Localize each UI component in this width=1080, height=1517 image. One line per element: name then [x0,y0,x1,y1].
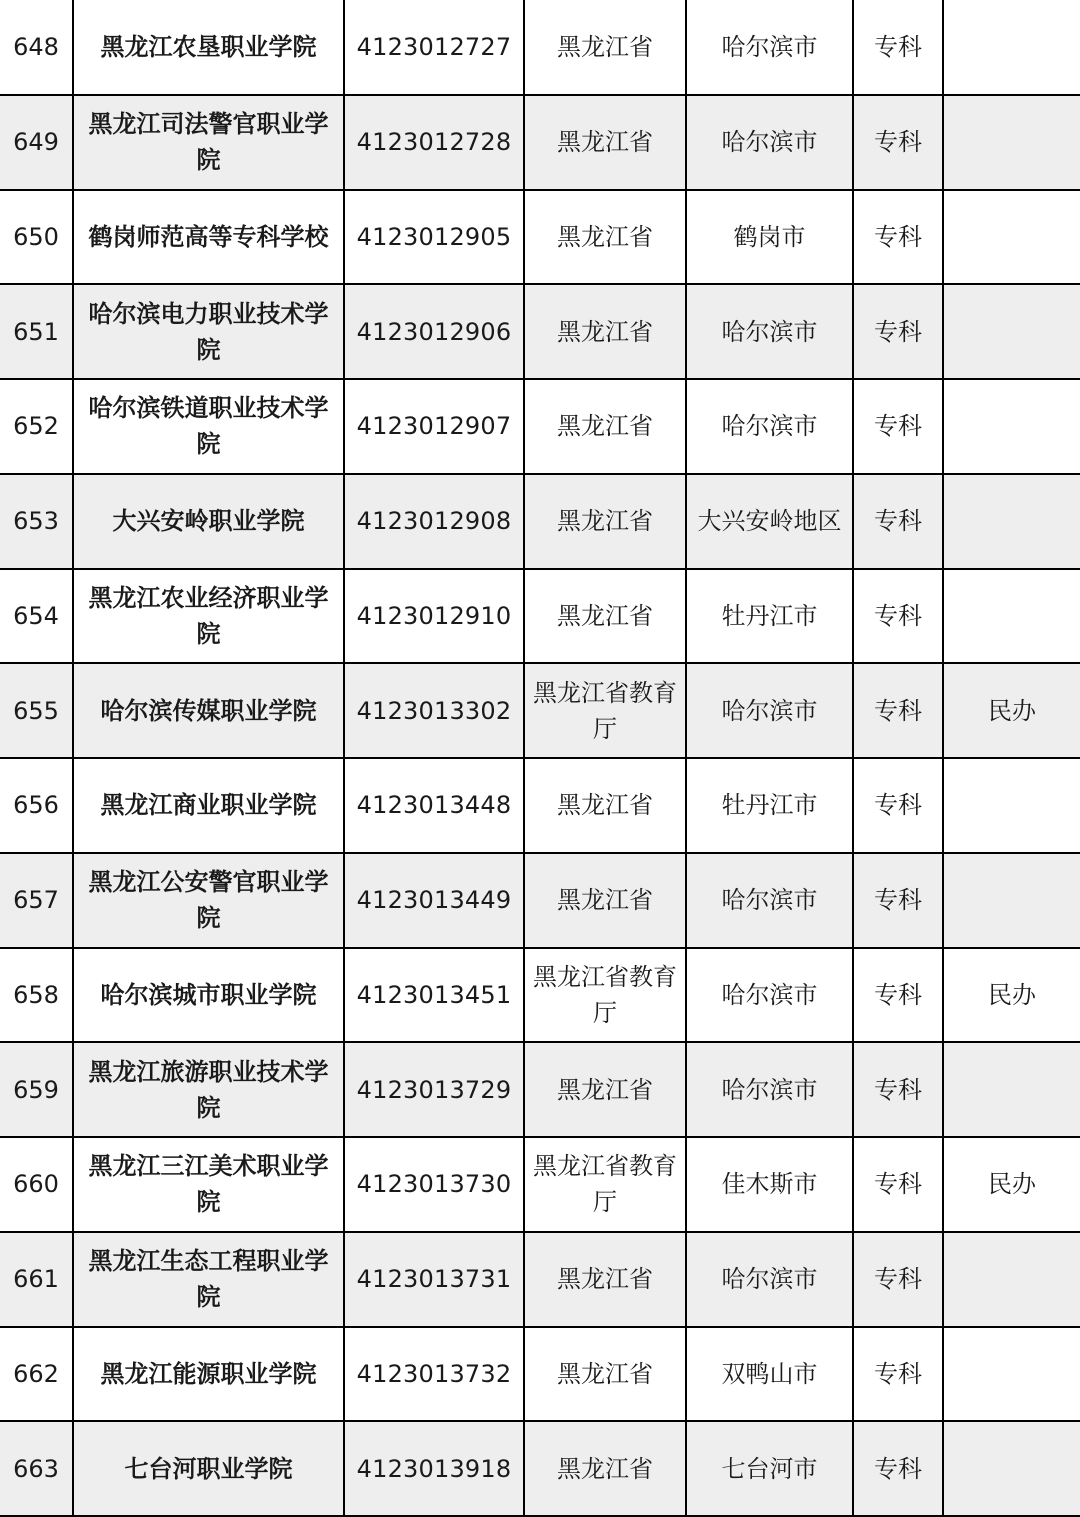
table-row [0,95,1080,190]
note-cell [943,190,1080,285]
city-cell: 哈尔滨市 [686,379,853,474]
serial-number-cell: 663 [0,1421,73,1516]
authority-cell: 黑龙江省 [524,474,686,569]
serial-number-cell: 659 [0,1042,73,1137]
table-row [0,1137,1080,1232]
city-cell: 哈尔滨市 [686,0,853,95]
institution-name-cell: 哈尔滨铁道职业技术学院 [73,379,344,474]
level-cell: 专科 [853,0,943,95]
serial-number-cell: 651 [0,284,73,379]
authority-cell: 黑龙江省 [524,379,686,474]
level-cell: 专科 [853,284,943,379]
institution-code-cell: 4123013449 [344,853,524,948]
city-cell: 哈尔滨市 [686,948,853,1043]
institution-code-cell: 4123012727 [344,0,524,95]
institution-name-cell: 黑龙江司法警官职业学院 [73,95,344,190]
level-cell: 专科 [853,1232,943,1327]
note-cell [943,569,1080,664]
serial-number-cell: 660 [0,1137,73,1232]
serial-number-cell: 657 [0,853,73,948]
city-cell: 哈尔滨市 [686,853,853,948]
serial-number-cell: 648 [0,0,73,95]
authority-cell: 黑龙江省 [524,284,686,379]
level-cell: 专科 [853,948,943,1043]
level-cell: 专科 [853,663,943,758]
city-cell: 鹤岗市 [686,190,853,285]
institution-code-cell: 4123013302 [344,663,524,758]
authority-cell: 黑龙江省教育厅 [524,1137,686,1232]
serial-number-cell: 655 [0,663,73,758]
serial-number-cell: 661 [0,1232,73,1327]
institution-name-cell: 黑龙江旅游职业技术学院 [73,1042,344,1137]
institution-code-cell: 4123013730 [344,1137,524,1232]
institution-code-cell: 4123012905 [344,190,524,285]
institution-name-cell: 黑龙江商业职业学院 [73,758,344,853]
institution-code-cell: 4123012910 [344,569,524,664]
note-cell: 民办 [943,1137,1080,1232]
serial-number-cell: 653 [0,474,73,569]
authority-cell: 黑龙江省 [524,853,686,948]
institution-name-cell: 黑龙江生态工程职业学院 [73,1232,344,1327]
city-cell: 哈尔滨市 [686,1232,853,1327]
serial-number-cell: 656 [0,758,73,853]
serial-number-cell: 662 [0,1327,73,1422]
authority-cell: 黑龙江省 [524,1042,686,1137]
city-cell: 哈尔滨市 [686,284,853,379]
institution-name-cell: 哈尔滨电力职业技术学院 [73,284,344,379]
city-cell: 双鸭山市 [686,1327,853,1422]
city-cell: 大兴安岭地区 [686,474,853,569]
institution-name-cell: 鹤岗师范高等专科学校 [73,190,344,285]
level-cell: 专科 [853,190,943,285]
institution-code-cell: 4123013918 [344,1421,524,1516]
city-cell: 哈尔滨市 [686,663,853,758]
table-row [0,758,1080,853]
authority-cell: 黑龙江省 [524,758,686,853]
note-cell: 民办 [943,948,1080,1043]
institution-name-cell: 七台河职业学院 [73,1421,344,1516]
authority-cell: 黑龙江省 [524,569,686,664]
institution-name-cell: 黑龙江能源职业学院 [73,1327,344,1422]
level-cell: 专科 [853,379,943,474]
city-cell: 佳木斯市 [686,1137,853,1232]
authority-cell: 黑龙江省 [524,0,686,95]
table-row [0,1327,1080,1422]
institution-code-cell: 4123013451 [344,948,524,1043]
serial-number-cell: 654 [0,569,73,664]
table-row [0,1042,1080,1137]
level-cell: 专科 [853,1042,943,1137]
institution-name-cell: 哈尔滨传媒职业学院 [73,663,344,758]
institution-code-cell: 4123012728 [344,95,524,190]
authority-cell: 黑龙江省教育厅 [524,948,686,1043]
authority-cell: 黑龙江省 [524,95,686,190]
institution-name-cell: 大兴安岭职业学院 [73,474,344,569]
table-row [0,853,1080,948]
table-row [0,0,1080,95]
table-row [0,569,1080,664]
authority-cell: 黑龙江省教育厅 [524,663,686,758]
serial-number-cell: 652 [0,379,73,474]
note-cell [943,1042,1080,1137]
institution-code-cell: 4123013731 [344,1232,524,1327]
institution-name-cell: 黑龙江农业经济职业学院 [73,569,344,664]
table-row [0,663,1080,758]
note-cell [943,95,1080,190]
table-row [0,1232,1080,1327]
authority-cell: 黑龙江省 [524,190,686,285]
institution-code-cell: 4123012907 [344,379,524,474]
institution-name-cell: 哈尔滨城市职业学院 [73,948,344,1043]
note-cell [943,379,1080,474]
level-cell: 专科 [853,474,943,569]
serial-number-cell: 658 [0,948,73,1043]
level-cell: 专科 [853,758,943,853]
level-cell: 专科 [853,853,943,948]
institution-code-cell: 4123013732 [344,1327,524,1422]
note-cell: 民办 [943,663,1080,758]
city-cell: 牡丹江市 [686,758,853,853]
table-row [0,948,1080,1043]
institution-code-cell: 4123013448 [344,758,524,853]
authority-cell: 黑龙江省 [524,1327,686,1422]
city-cell: 哈尔滨市 [686,1042,853,1137]
note-cell [943,1327,1080,1422]
table-row [0,190,1080,285]
authority-cell: 黑龙江省 [524,1421,686,1516]
institution-name-cell: 黑龙江农垦职业学院 [73,0,344,95]
note-cell [943,853,1080,948]
institution-name-cell: 黑龙江三江美术职业学院 [73,1137,344,1232]
table-row [0,379,1080,474]
table-row [0,474,1080,569]
city-cell: 哈尔滨市 [686,95,853,190]
table-row [0,1421,1080,1516]
serial-number-cell: 649 [0,95,73,190]
institution-code-cell: 4123012908 [344,474,524,569]
note-cell [943,758,1080,853]
note-cell [943,1421,1080,1516]
level-cell: 专科 [853,1137,943,1232]
institution-name-cell: 黑龙江公安警官职业学院 [73,853,344,948]
city-cell: 七台河市 [686,1421,853,1516]
level-cell: 专科 [853,569,943,664]
level-cell: 专科 [853,1327,943,1422]
institution-code-cell: 4123013729 [344,1042,524,1137]
note-cell [943,0,1080,95]
note-cell [943,474,1080,569]
institution-code-cell: 4123012906 [344,284,524,379]
serial-number-cell: 650 [0,190,73,285]
city-cell: 牡丹江市 [686,569,853,664]
note-cell [943,1232,1080,1327]
level-cell: 专科 [853,95,943,190]
authority-cell: 黑龙江省 [524,1232,686,1327]
level-cell: 专科 [853,1421,943,1516]
table-row [0,284,1080,379]
note-cell [943,284,1080,379]
